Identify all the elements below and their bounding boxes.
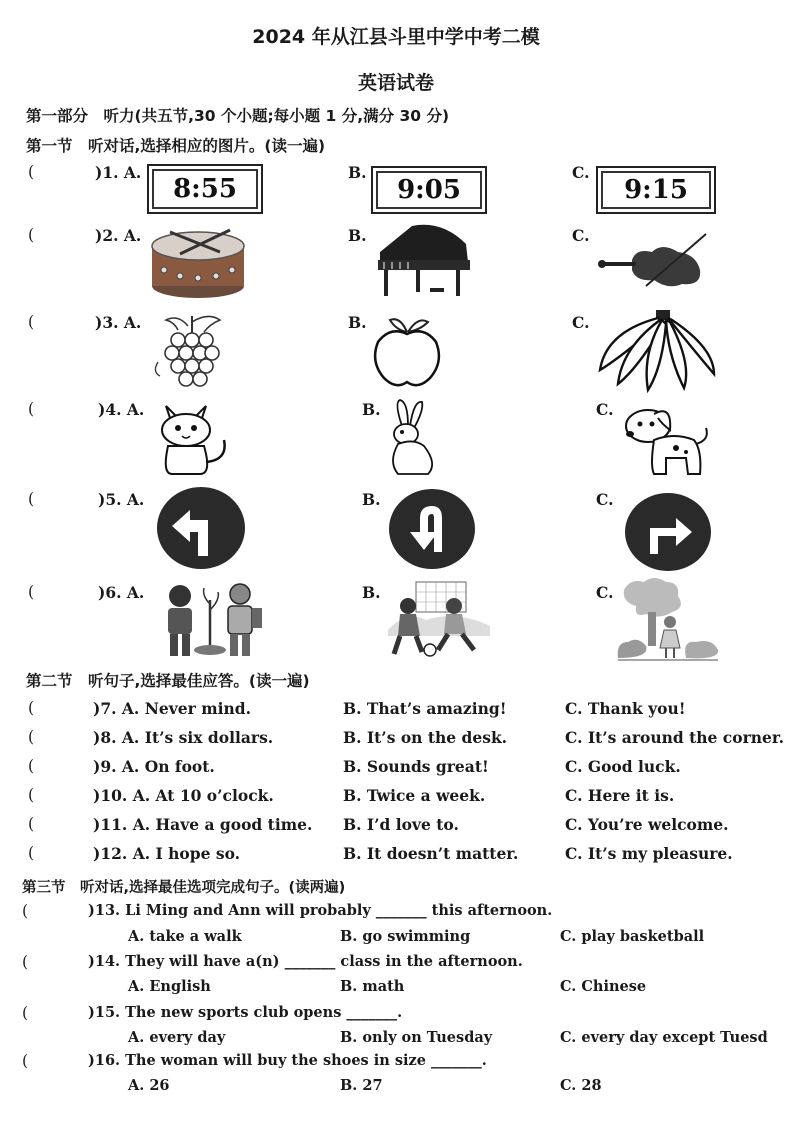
cat-icon xyxy=(154,400,234,478)
q15-option-c: C. every day except Tuesd xyxy=(560,1029,768,1046)
turn-right-sign-icon xyxy=(624,492,712,572)
answer-paren: ( xyxy=(28,313,35,331)
section2-heading: 第二节 听句子,选择最佳应答。(读一遍) xyxy=(26,672,310,690)
q13-option-a: A. take a walk xyxy=(128,928,242,945)
violin-icon xyxy=(596,230,714,294)
q14-option-b: B. math xyxy=(340,978,405,995)
q11-option-b: B. I’d love to. xyxy=(343,815,459,834)
q16-option-c: C. 28 xyxy=(560,1077,602,1094)
answer-paren: ( xyxy=(28,490,35,508)
rabbit-icon xyxy=(384,398,440,478)
q16-option-a: A. 26 xyxy=(128,1077,170,1094)
q8-option-a: )8. A. It’s six dollars. xyxy=(93,728,274,747)
q7-option-b: B. That’s amazing! xyxy=(343,699,507,718)
exam-subtitle: 英语试卷 xyxy=(357,72,434,94)
exam-title: 2024 年从江县斗里中学中考二模 xyxy=(252,26,540,48)
bananas-icon xyxy=(596,308,720,392)
q3-label: )3. A. xyxy=(95,313,142,332)
answer-paren: ( xyxy=(28,728,35,746)
q13-stem: )13. Li Ming and Ann will probably _______ this afternoon. xyxy=(88,902,553,919)
q9-option-c: C. Good luck. xyxy=(565,757,681,776)
q15-option-a: A. every day xyxy=(128,1029,226,1046)
q12-option-c: C. It’s my pleasure. xyxy=(565,844,733,863)
q15-option-b: B. only on Tuesday xyxy=(340,1029,493,1046)
q6-option-c-label: C. xyxy=(596,583,614,602)
section1-heading: 第一节 听对话,选择相应的图片。(读一遍) xyxy=(26,137,326,155)
apple-icon xyxy=(370,312,444,390)
q4-option-b-label: B. xyxy=(362,400,381,419)
answer-paren: ( xyxy=(28,699,35,717)
playing-soccer-icon xyxy=(386,580,492,660)
clock-option-c: 9:15 xyxy=(596,166,716,214)
q14-option-c: C. Chinese xyxy=(560,978,647,995)
planting-trees-icon xyxy=(152,580,268,660)
q11-option-c: C. You’re welcome. xyxy=(565,815,729,834)
answer-paren: ( xyxy=(28,844,35,862)
turn-left-sign-icon xyxy=(156,486,246,570)
q4-label: )4. A. xyxy=(98,400,145,419)
q14-option-a: A. English xyxy=(128,978,211,995)
piano-icon xyxy=(372,222,472,300)
q12-option-b: B. It doesn’t matter. xyxy=(343,844,519,863)
q12-option-a: )12. A. I hope so. xyxy=(93,844,241,863)
answer-paren: ( xyxy=(28,583,35,601)
q1-label: )1. A. xyxy=(95,163,142,182)
u-turn-sign-icon xyxy=(388,488,476,570)
answer-paren: ( xyxy=(28,400,35,418)
q10-option-b: B. Twice a week. xyxy=(343,786,486,805)
q7-option-a: )7. A. Never mind. xyxy=(93,699,251,718)
q16-option-b: B. 27 xyxy=(340,1077,383,1094)
q8-option-c: C. It’s around the corner. xyxy=(565,728,785,747)
q3-option-b-label: B. xyxy=(348,313,367,332)
q7-option-c: C. Thank you! xyxy=(565,699,686,718)
q10-option-a: )10. A. At 10 o’clock. xyxy=(93,786,274,805)
q15-stem: )15. The new sports club opens _______. xyxy=(88,1004,403,1021)
q13-option-b: B. go swimming xyxy=(340,928,471,945)
q8-option-b: B. It’s on the desk. xyxy=(343,728,508,747)
answer-paren: ( xyxy=(22,953,29,971)
answer-paren: ( xyxy=(28,815,35,833)
q2-option-c-label: C. xyxy=(572,226,590,245)
q4-option-c-label: C. xyxy=(596,400,614,419)
answer-paren: ( xyxy=(28,226,35,244)
q6-label: )6. A. xyxy=(98,583,145,602)
q9-option-a: )9. A. On foot. xyxy=(93,757,215,776)
answer-paren: ( xyxy=(22,902,29,920)
q1-option-b-label: B. xyxy=(348,163,367,182)
dog-icon xyxy=(614,404,712,478)
answer-paren: ( xyxy=(22,1004,29,1022)
q11-option-a: )11. A. Have a good time. xyxy=(93,815,313,834)
q1-option-c-label: C. xyxy=(572,163,590,182)
q6-option-b-label: B. xyxy=(362,583,381,602)
answer-paren: ( xyxy=(28,163,35,181)
q5-option-b-label: B. xyxy=(362,490,381,509)
q3-option-c-label: C. xyxy=(572,313,590,332)
q13-option-c: C. play basketball xyxy=(560,928,705,945)
answer-paren: ( xyxy=(28,757,35,775)
q10-option-c: C. Here it is. xyxy=(565,786,675,805)
grapes-icon xyxy=(148,312,232,392)
section3-heading: 第三节 听对话,选择最佳选项完成句子。(读两遍) xyxy=(22,880,346,896)
q16-stem: )16. The woman will buy the shoes in size _______. xyxy=(88,1052,487,1069)
answer-paren: ( xyxy=(22,1052,29,1070)
q5-option-c-label: C. xyxy=(596,490,614,509)
drum-icon xyxy=(150,226,246,300)
q5-label: )5. A. xyxy=(98,490,145,509)
part1-heading: 第一部分 听力(共五节,30 个小题;每小题 1 分,满分 30 分) xyxy=(26,107,450,125)
clock-option-a: 8:55 xyxy=(147,164,263,214)
q2-option-b-label: B. xyxy=(348,226,367,245)
girl-under-tree-icon xyxy=(616,576,720,662)
q2-label: )2. A. xyxy=(95,226,142,245)
clock-option-b: 9:05 xyxy=(371,166,487,214)
q9-option-b: B. Sounds great! xyxy=(343,757,489,776)
q14-stem: )14. They will have a(n) _______ class in the afternoon. xyxy=(88,953,523,970)
answer-paren: ( xyxy=(28,786,35,804)
